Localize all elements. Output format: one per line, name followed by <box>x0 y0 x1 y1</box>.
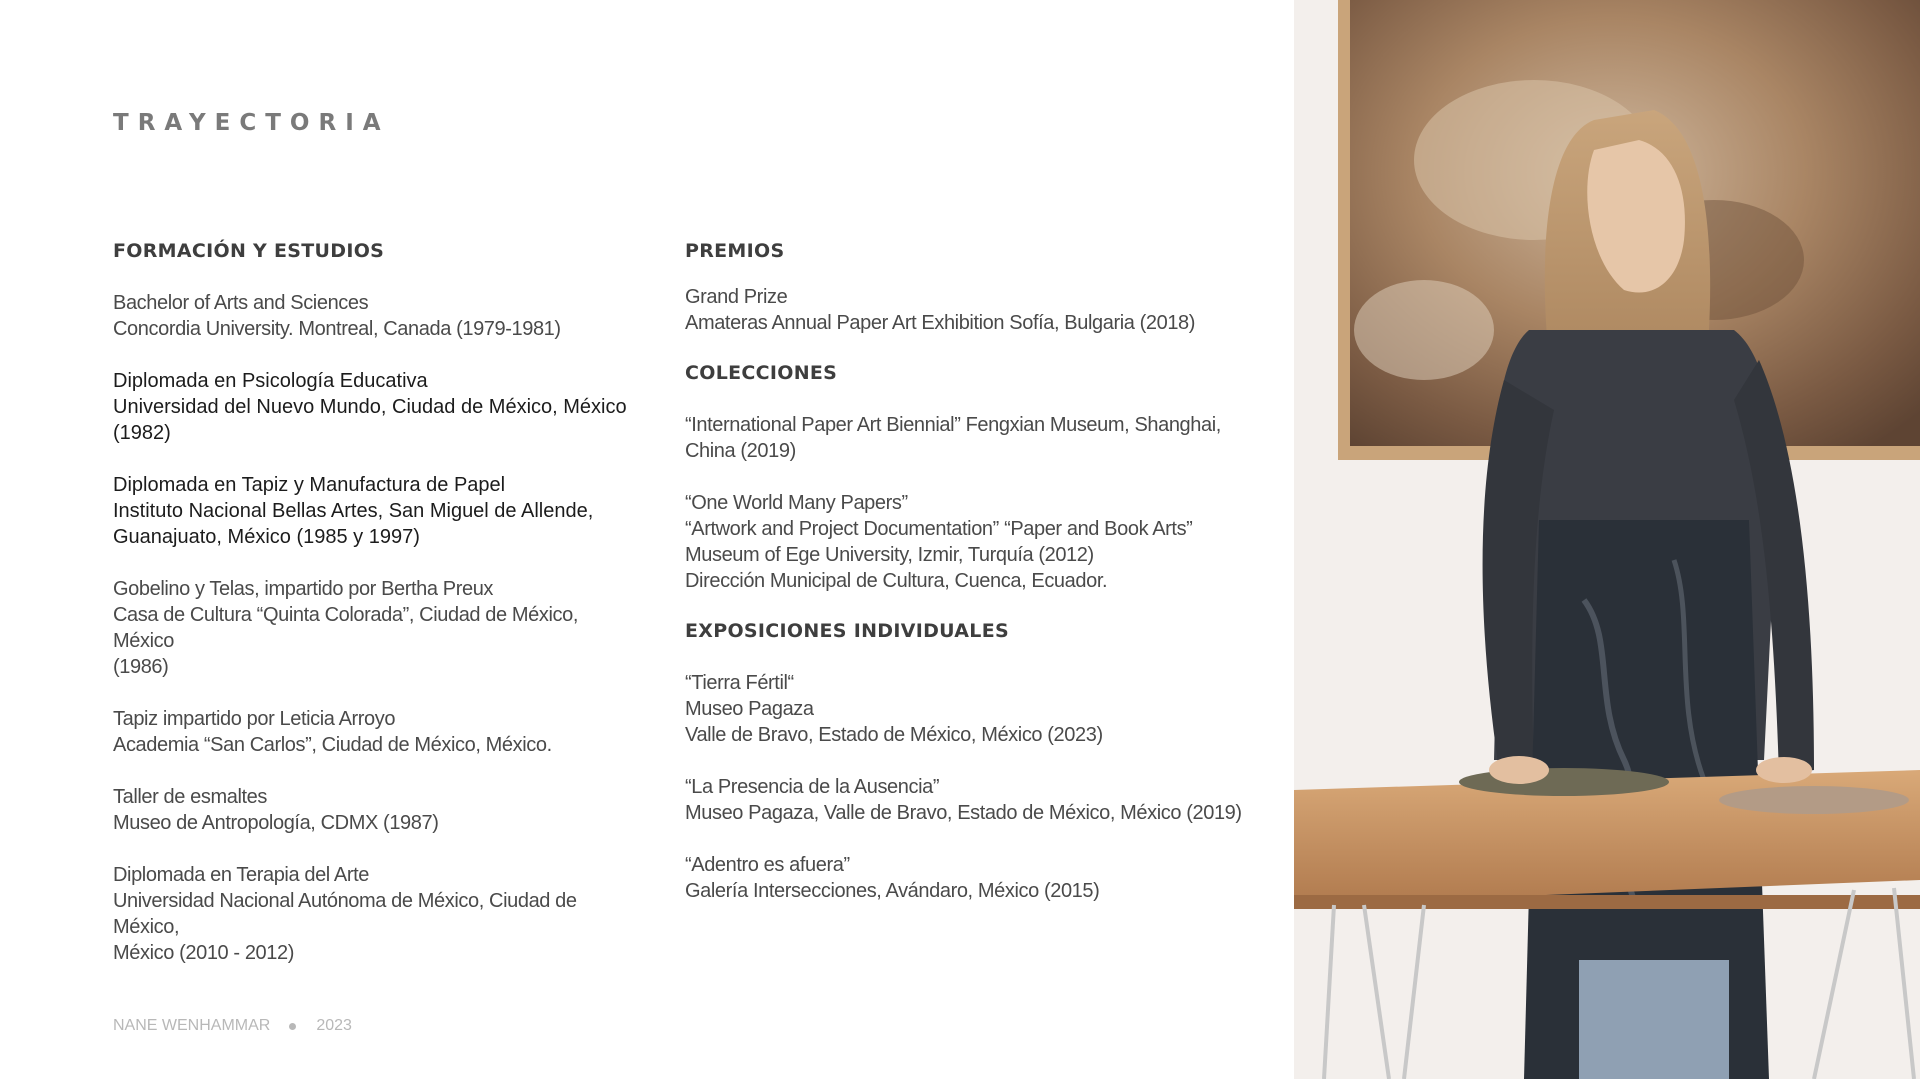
entry-line: “Tierra Fértil“ <box>685 672 794 694</box>
entry-line: Casa de Cultura “Quinta Colorada”, Ciudad de México, México <box>113 604 579 652</box>
entry-line: Dirección Municipal de Cultura, Cuenca, Ecuador. <box>685 570 1108 592</box>
education-entry <box>113 706 643 758</box>
entry-line: Bachelor of Arts and Sciences <box>113 292 369 314</box>
education-entry <box>113 862 643 966</box>
artist-photo <box>1294 0 1920 1079</box>
education-entry <box>113 290 643 342</box>
entry-line: (1986) <box>113 656 169 678</box>
entry-line: Tapiz impartido por Leticia Arroyo <box>113 708 396 730</box>
education-section-title: FORMACIÓN Y ESTUDIOS <box>113 240 385 262</box>
award-entry <box>685 284 1245 336</box>
entry-line: Instituto Nacional Bellas Artes, San Miguel de Allende, <box>113 500 594 522</box>
entry-line: Amateras Annual Paper Art Exhibition Sofía, Bulgaria (2018) <box>685 312 1196 334</box>
entry-line: Valle de Bravo, Estado de México, México (2023) <box>685 724 1103 746</box>
footer-separator-dot <box>289 1023 296 1030</box>
entry-line: Diplomada en Terapia del Arte <box>113 864 369 886</box>
artist-photo-illustration <box>1294 0 1920 1079</box>
footer-name: NANE WENHAMMAR <box>113 1017 271 1034</box>
entry-line: “Adentro es afuera” <box>685 854 850 876</box>
entry-line: “International Paper Art Biennial” Fengxian Museum, Shanghai, <box>685 414 1221 436</box>
page-title: TRAYECTORIA <box>113 110 390 136</box>
entry-line: México (2010 - 2012) <box>113 942 294 964</box>
entry-line: Academia “San Carlos”, Ciudad de México, México. <box>113 734 552 756</box>
entry-line: Diplomada en Tapiz y Manufactura de Papel <box>113 474 506 496</box>
entry-line: Museo de Antropología, CDMX (1987) <box>113 812 439 834</box>
footer <box>113 1017 352 1035</box>
entry-line: Taller de esmaltes <box>113 786 267 808</box>
collection-entry <box>685 412 1245 464</box>
education-entry <box>113 368 643 446</box>
exhibition-entry <box>685 774 1245 826</box>
entry-line: (1982) <box>113 422 171 444</box>
achievements-column <box>685 240 1245 904</box>
entry-line: Diplomada en Psicología Educativa <box>113 370 428 392</box>
entry-line: Guanajuato, México (1985 y 1997) <box>113 526 420 548</box>
education-entry <box>113 784 643 836</box>
exhibition-entry <box>685 670 1245 748</box>
entry-line: Museo Pagaza <box>685 698 814 720</box>
entry-line: Universidad del Nuevo Mundo, Ciudad de México, México <box>113 396 627 418</box>
entry-line: “One World Many Papers” <box>685 492 908 514</box>
exhibitions-section-title: EXPOSICIONES INDIVIDUALES <box>685 620 1009 642</box>
entry-line: Grand Prize <box>685 286 788 308</box>
entry-line: Universidad Nacional Autónoma de México, Ciudad de México, <box>113 890 577 938</box>
entry-line: Galería Intersecciones, Avándaro, México (2015) <box>685 880 1100 902</box>
collection-entry <box>685 490 1245 594</box>
entry-line: Gobelino y Telas, impartido por Bertha Preux <box>113 578 494 600</box>
footer-year: 2023 <box>316 1017 352 1034</box>
collections-section-title: COLECCIONES <box>685 362 838 384</box>
entry-line: Museo Pagaza, Valle de Bravo, Estado de México, México (2019) <box>685 802 1242 824</box>
exhibition-entry <box>685 852 1245 904</box>
education-entry <box>113 472 643 550</box>
entry-line: Concordia University. Montreal, Canada (1979-1981) <box>113 318 561 340</box>
entry-line: “Artwork and Project Documentation” “Paper and Book Arts” <box>685 518 1193 540</box>
entry-line: “La Presencia de la Ausencia” <box>685 776 940 798</box>
entry-line: China (2019) <box>685 440 796 462</box>
awards-section-title: PREMIOS <box>685 240 785 262</box>
education-entry <box>113 576 643 680</box>
entry-line: Museum of Ege University, Izmir, Turquía (2012) <box>685 544 1094 566</box>
education-column <box>113 240 643 966</box>
